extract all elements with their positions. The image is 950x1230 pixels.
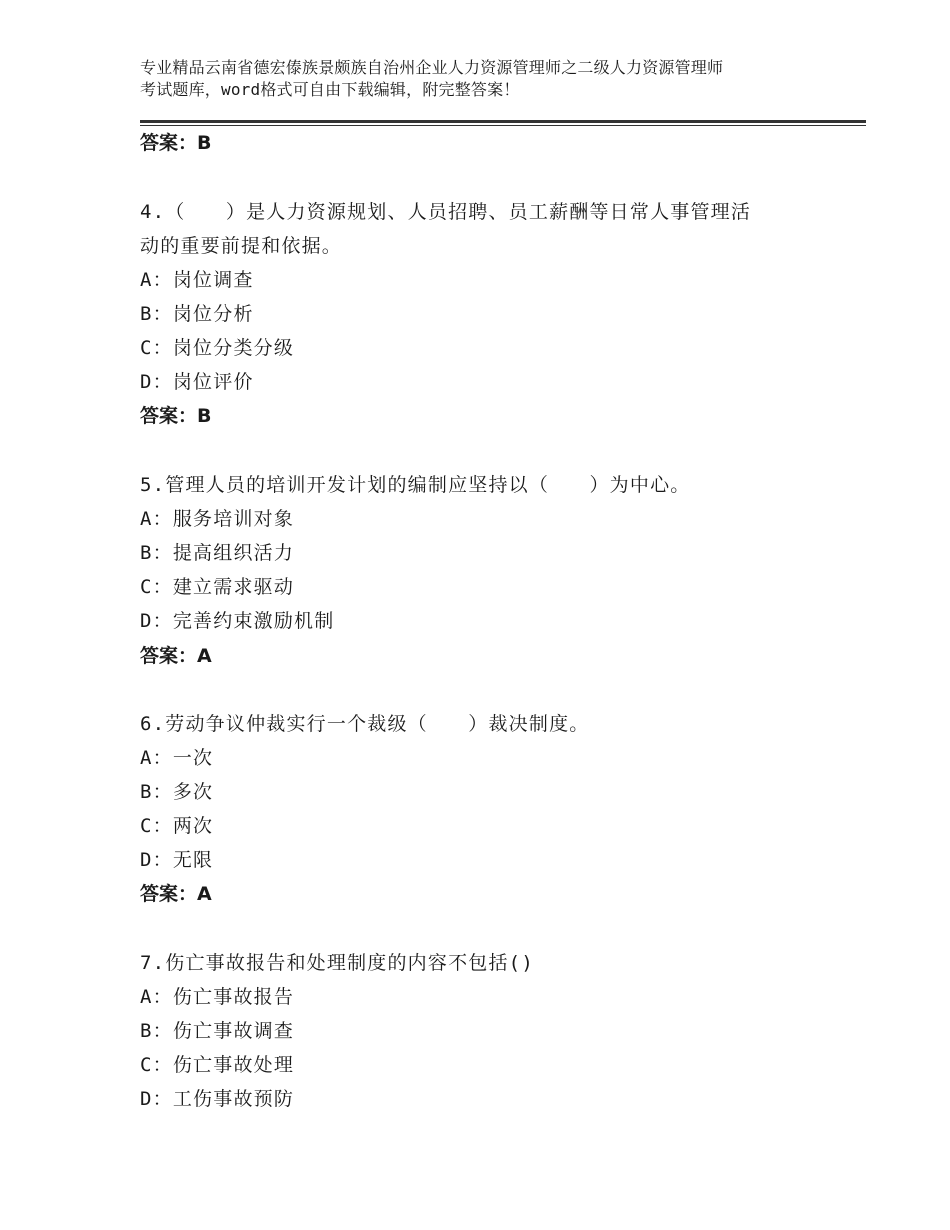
- header-title-line2: 考试题库，word格式可自由下载编辑，附完整答案！: [140, 80, 520, 99]
- option-c: C：伤亡事故处理: [140, 1054, 295, 1076]
- option-d: D：完善约束激励机制: [140, 610, 335, 632]
- option-d: D：工伤事故预防: [140, 1088, 295, 1110]
- question-stem-line1: 5.管理人员的培训开发计划的编制应坚持以（ ）为中心。: [140, 474, 691, 496]
- question-stem-line1: 7.伤亡事故报告和处理制度的内容不包括(): [140, 952, 534, 974]
- option-a: A：一次: [140, 747, 214, 769]
- answer-q3: 答案：B: [140, 132, 212, 154]
- option-b: B：伤亡事故调查: [140, 1020, 295, 1042]
- answer-q6: 答案：A: [140, 883, 212, 905]
- page-header: [140, 57, 830, 101]
- header-divider-thin: [140, 125, 866, 126]
- option-a: A：服务培训对象: [140, 508, 295, 530]
- question-stem-line1: 4.（ ）是人力资源规划、人员招聘、员工薪酬等日常人事管理活: [140, 201, 752, 223]
- header-title-line1: 专业精品云南省德宏傣族景颇族自治州企业人力资源管理师之二级人力资源管理师: [140, 58, 724, 77]
- question-stem-line2: 动的重要前提和依据。: [140, 235, 343, 257]
- header-divider: [140, 120, 866, 126]
- option-a: A：伤亡事故报告: [140, 986, 295, 1008]
- header-divider-thick: [140, 120, 866, 123]
- option-b: B：多次: [140, 781, 214, 803]
- option-c: C：两次: [140, 815, 214, 837]
- question-stem-line1: 6.劳动争议仲裁实行一个裁级（ ）裁决制度。: [140, 713, 590, 735]
- option-d: D：岗位评价: [140, 371, 254, 393]
- option-c: C：建立需求驱动: [140, 576, 295, 598]
- option-c: C：岗位分类分级: [140, 337, 295, 359]
- option-a: A：岗位调查: [140, 269, 254, 291]
- option-b: B：岗位分析: [140, 303, 254, 325]
- answer-q5: 答案：A: [140, 645, 212, 667]
- answer-q4: 答案：B: [140, 405, 212, 427]
- option-b: B：提高组织活力: [140, 542, 295, 564]
- option-d: D：无限: [140, 849, 214, 871]
